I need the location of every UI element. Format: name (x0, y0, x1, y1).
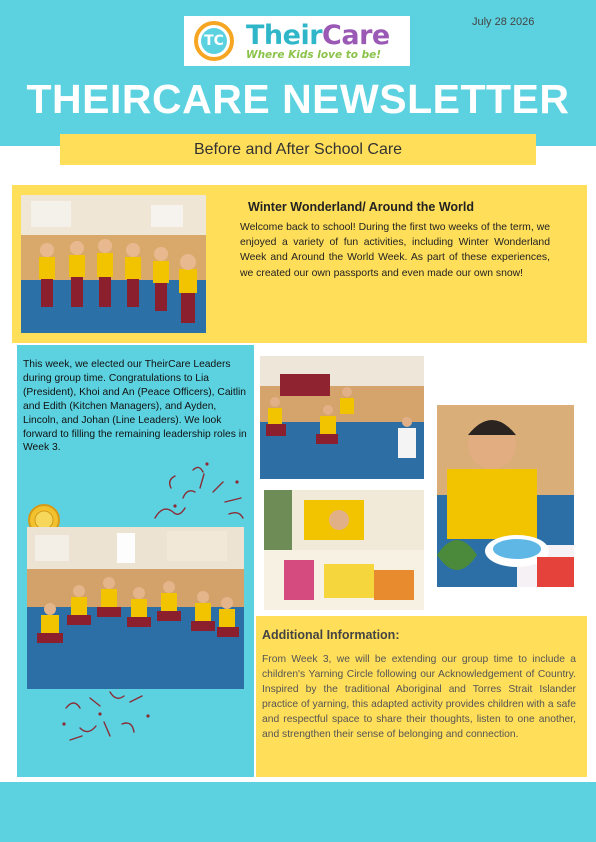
photo-group-time-circle (27, 527, 244, 689)
photo-child-snow-activity (437, 405, 574, 587)
photo-children-group (21, 195, 206, 333)
page-subtitle: Before and After School Care (60, 134, 536, 165)
article1-heading: Winter Wonderland/ Around the World (248, 200, 475, 214)
confetti-icon (145, 458, 255, 528)
page-title: THEIRCARE NEWSLETTER (26, 76, 570, 122)
article2-body: This week, we elected our TheirCare Leaders during group time. Congratulations to Lia (President), Khoi and An (Peace Officers), Caitlin and Edith (Kitchen Managers), and Ayden, Lincoln, and Johan (Line Leaders). We look forward to filling the remaining leadership roles in Week 3. (23, 359, 247, 454)
logo-tagline: Where Kids love to be! (246, 48, 382, 61)
logo-brand: TheirCare (246, 19, 390, 51)
photo-craft-activity (264, 490, 424, 610)
article3-body: From Week 3, we will be extending our group time to include a children's Yarning Circle following our Acknowledgement of Country. Inspired by the traditional Aboriginal and Torres Strait Islander practice of yarning, this adapted activity provides children with a safe and respectful space to share their thoughts, listen to one another, and strengthen their sense of belonging and connection. (262, 654, 576, 741)
article3-heading: Additional Information: (262, 628, 400, 642)
theircare-logo (184, 16, 410, 66)
photo-children-sitting (260, 356, 424, 479)
footer-band (0, 782, 596, 842)
newsletter-date: July 28 2026 (472, 16, 535, 28)
confetti-icon (60, 688, 160, 746)
article1-body: Welcome back to school! During the first two weeks of the term, we enjoyed a variety of fun activities, including Winter Wonderland Week and Around the World Week. As part of these experiences, we created our own passports and even made our own snow! (240, 222, 550, 279)
theircare-logo-icon: TC (194, 21, 234, 61)
